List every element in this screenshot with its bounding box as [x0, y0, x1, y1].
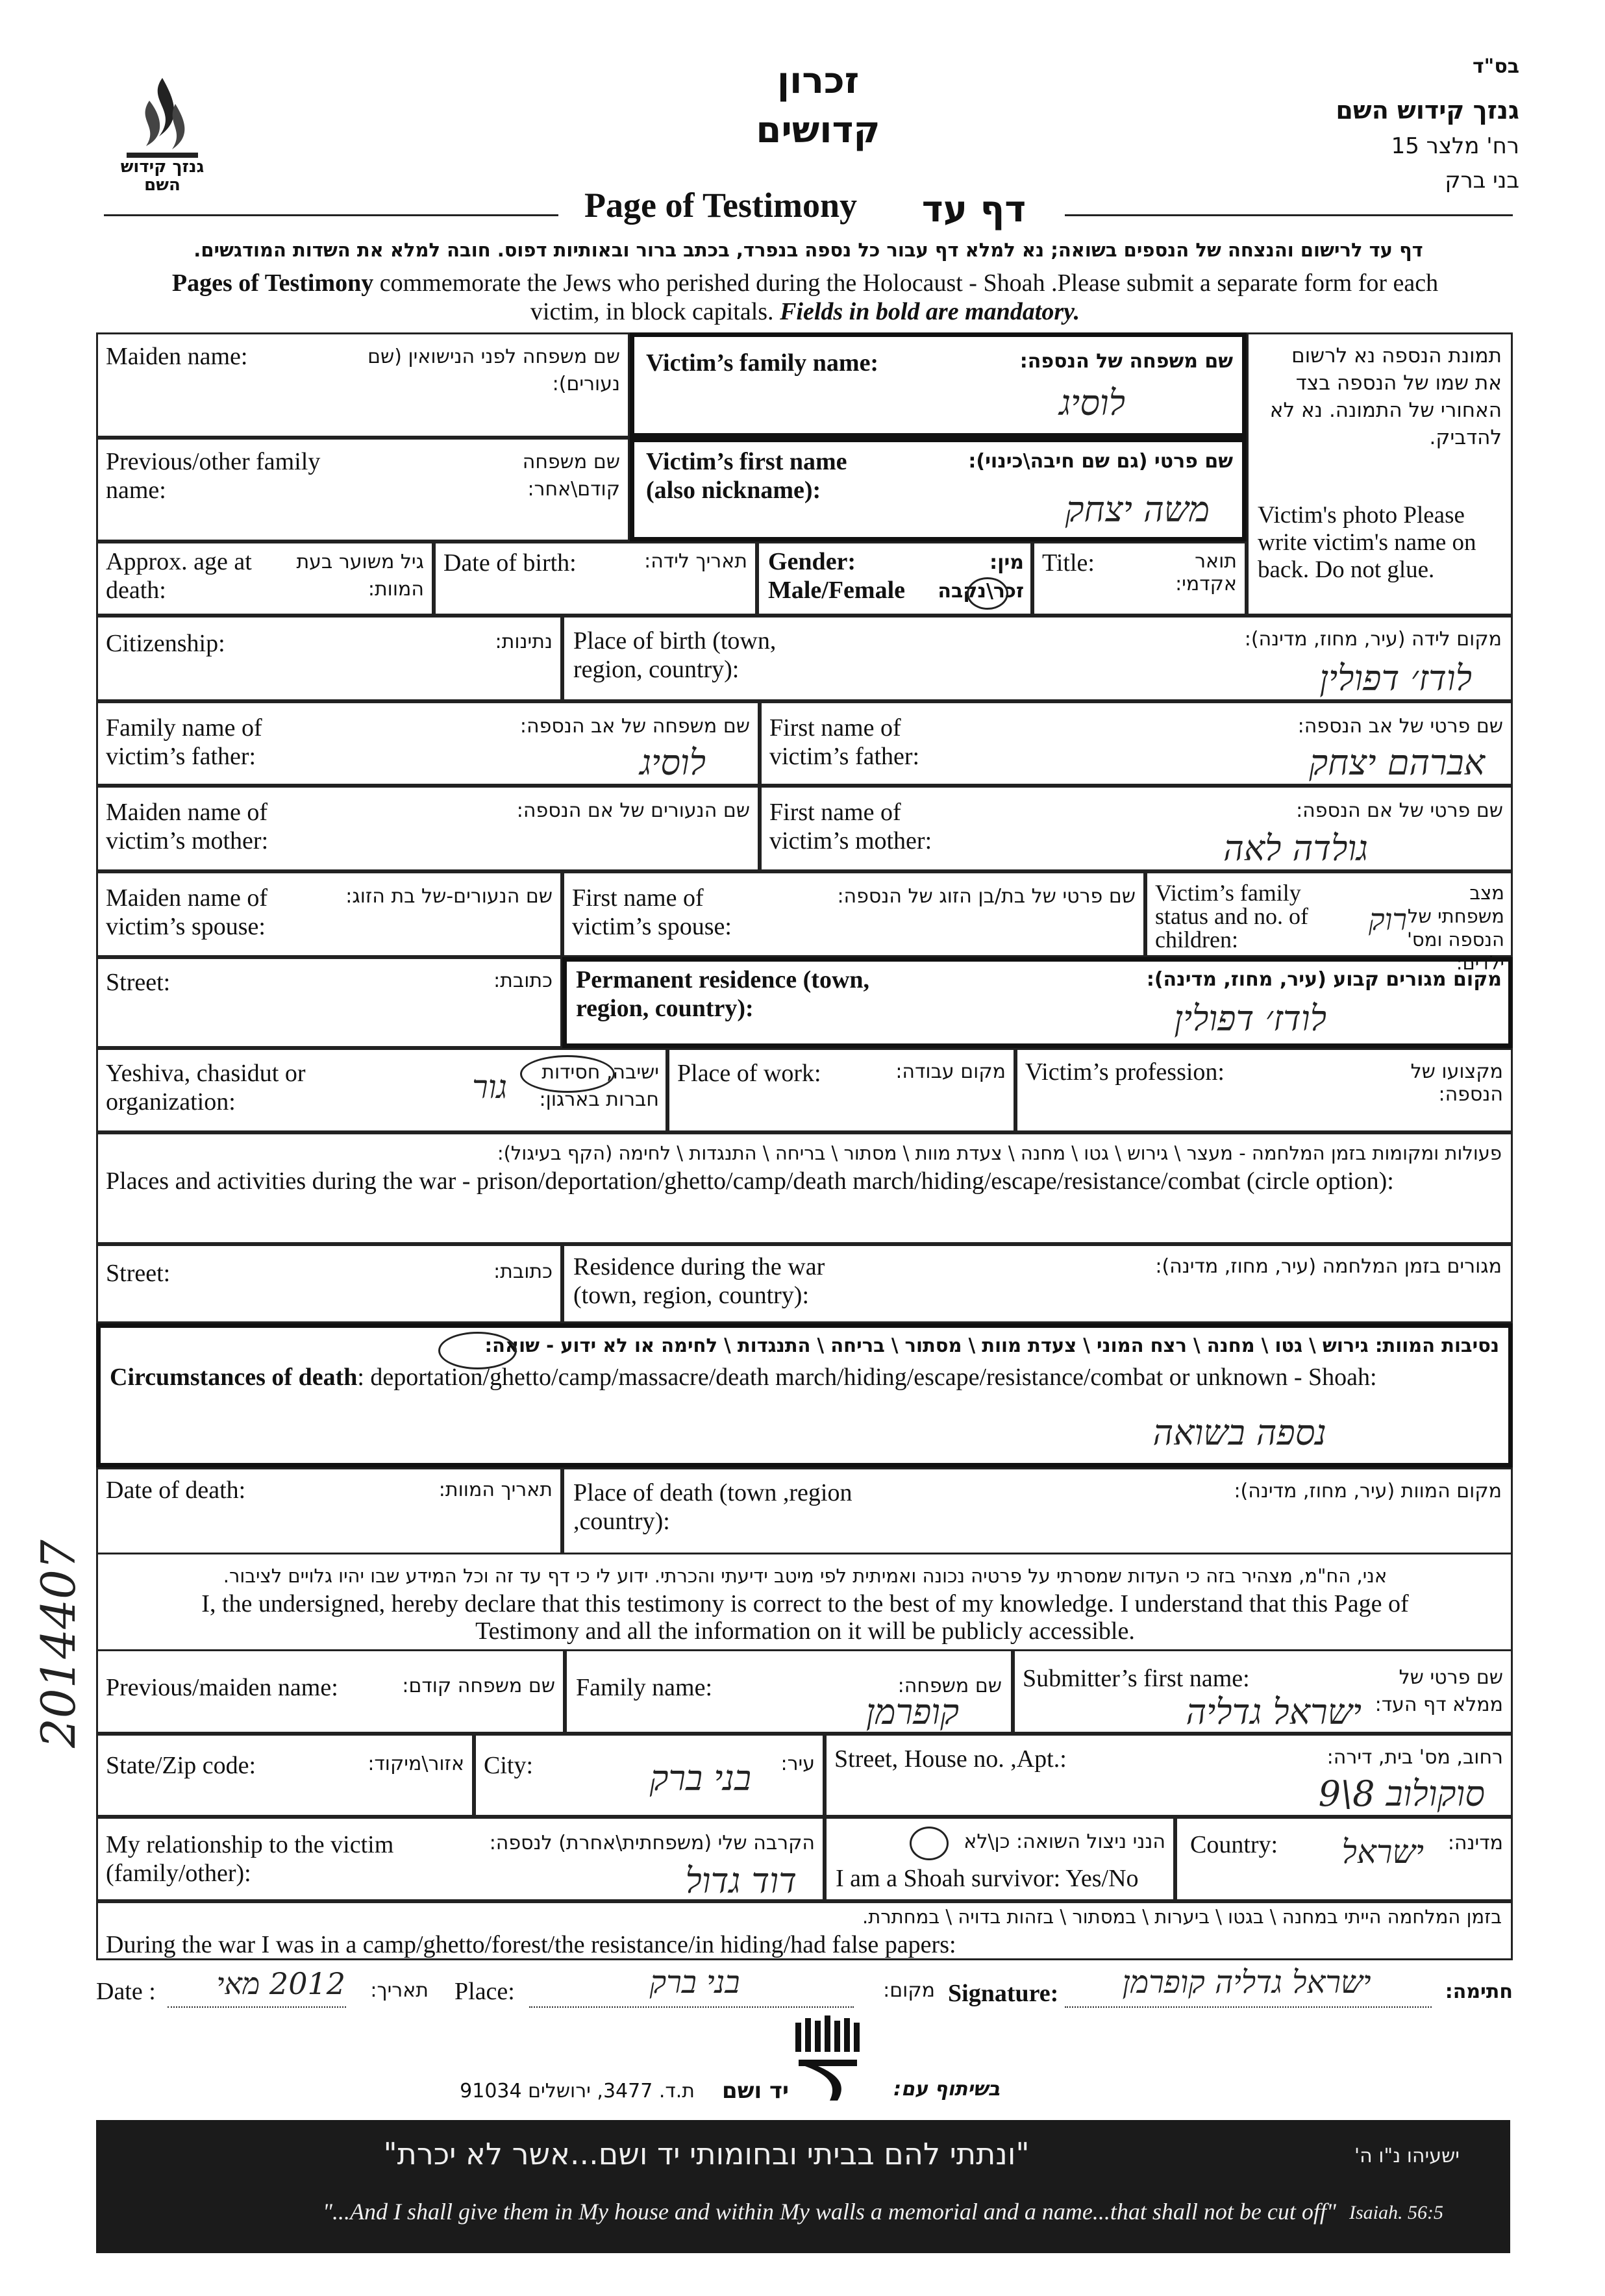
- city-label-he: עיר:: [780, 1753, 815, 1775]
- wartime-places-field[interactable]: [96, 1132, 1513, 1244]
- submitter-street-label: Street, House no. ,Apt.:: [834, 1745, 1067, 1773]
- title-field[interactable]: [1032, 542, 1247, 616]
- pod-label: Place of death (town ,region ,country):: [573, 1479, 852, 1535]
- war-residence-field[interactable]: [562, 1244, 1513, 1323]
- zip-label: State/Zip code:: [106, 1752, 256, 1779]
- father-family-name-field[interactable]: [96, 701, 760, 786]
- citizenship-field[interactable]: [96, 616, 562, 701]
- title-english: Page of Testimony: [584, 186, 857, 225]
- victim-family-name-label: Victim’s family name:: [646, 349, 879, 377]
- previous-family-name-label: Previous/other family name:: [106, 448, 321, 504]
- gender-label: Gender: Male/Female: [768, 548, 906, 604]
- spouse-maiden-name-field[interactable]: [96, 871, 562, 957]
- mother-first-name-field[interactable]: [760, 786, 1513, 871]
- war-street-label: Street:: [106, 1260, 171, 1287]
- residence-label-he: מקום מגורים קבוע (עיר, מחוז, מדינה):: [1146, 968, 1502, 991]
- victim-family-name-field[interactable]: [630, 332, 1247, 438]
- logo-text: גנזך קידוש השם: [120, 157, 205, 195]
- maiden-name-label: Maiden name:: [106, 343, 248, 370]
- street-label-he: כתובת:: [493, 969, 553, 992]
- mother-first-label: First name of victim’s mother:: [769, 799, 932, 855]
- survivor-no-circle: [910, 1827, 949, 1860]
- submitter-first-value: ישראל גדליה: [1186, 1691, 1362, 1732]
- gender-label-he: מין: זכר\נקבה: [938, 551, 1024, 603]
- signature-label-he: חתימה:: [1445, 1980, 1513, 2003]
- mother-first-value: גולדה לאה: [1223, 828, 1368, 869]
- age-label: Approx. age at death:: [106, 548, 252, 604]
- survivor-label-he: הנני ניצול השואה: כן\לא: [964, 1830, 1165, 1853]
- header-bsd: בס"ד: [1473, 55, 1519, 78]
- victim-photo-box[interactable]: [1247, 332, 1513, 616]
- wartime-places-label-he: פעולות ומקומות בזמן המלחמה - מעצר \ גירוש \ גטו \ מחנה \ צעדת מוות \ מסתור \ בריחה \ התנגדות \ לחימה (הקף בעיגול):: [497, 1142, 1502, 1164]
- wartime-places-label: Places and activities during the war - prison/deportation/ghetto/camp/death march/hiding/escape/resistance/combat (circle option):: [106, 1167, 1394, 1195]
- yeshiva-label: Yeshiva, chasidut or organization:: [106, 1060, 306, 1116]
- dod-label: Date of death:: [106, 1477, 246, 1504]
- submitter-family-label-he: שם משפחה:: [897, 1675, 1002, 1697]
- citizenship-label: Citizenship:: [106, 630, 225, 657]
- profession-label: Victim’s profession:: [1025, 1058, 1225, 1086]
- father-first-label-he: שם פרטי של אב הנספה:: [1297, 715, 1503, 738]
- profession-field[interactable]: [1015, 1048, 1513, 1132]
- father-first-name-field[interactable]: [760, 701, 1513, 786]
- country-label-he: מדינה:: [1447, 1832, 1503, 1854]
- place-value: בני ברק: [649, 1964, 740, 2001]
- date-label: Date :: [96, 1978, 156, 2005]
- circumstances-label: [110, 1363, 1506, 1391]
- circumstances-options: : deportation/ghetto/camp/massacre/death march/hiding/escape/resistance/combat or unknown - Shoah:: [357, 1364, 1377, 1391]
- war-street-field[interactable]: [96, 1244, 562, 1323]
- relationship-field[interactable]: [96, 1817, 825, 1901]
- date-underline: [168, 2006, 346, 2009]
- submitter-family-name-field[interactable]: [565, 1649, 1013, 1734]
- circumstances-label-he: נסיבות המוות: גירוש \ גטו \ מחנה \ רצח המוני \ צעדת מוות \ מסתור \ בריחה \ התנגדות \ לחימה או לא ידוע - שואה:: [484, 1334, 1499, 1356]
- mother-first-label-he: שם פרטי של אם הנספה:: [1296, 799, 1503, 822]
- submitter-family-label: Family name:: [576, 1674, 713, 1701]
- yad-vashem-logo: [792, 2013, 877, 2104]
- title-hebrew-top: זכרון: [777, 60, 860, 102]
- war-street-label-he: כתובת:: [493, 1260, 553, 1283]
- declaration-en-2: Testimony and all the information on it will be publicly accessible.: [475, 1617, 1135, 1645]
- yeshiva-label-he: ישיבה, חסידות חברות בארגון:: [539, 1061, 659, 1111]
- title-rule-left: [104, 214, 558, 216]
- photo-instructions-he: תמונת הנספה נא לרשום את שמו של הנספה בצד האחורי של התמונה. נא לא להדביק.: [1269, 344, 1502, 449]
- yeshiva-value: גור: [472, 1068, 507, 1106]
- street-label: Street:: [106, 969, 171, 996]
- intro-hebrew: דף עד לרישום והנצחה של הנספים בשואה; נא למלא דף עבור כל נספה בנפרד, בכתב ברור ובאותיות דפוס. חובה למלא את השדות המודגשים.: [193, 239, 1423, 261]
- chasidut-circle: [520, 1055, 615, 1093]
- father-first-label: First name of victim’s father:: [769, 714, 920, 770]
- previous-family-name-field[interactable]: [96, 438, 630, 542]
- submitter-street-field[interactable]: [825, 1734, 1513, 1817]
- residence-label: Permanent residence (town, region, country):: [576, 966, 870, 1022]
- title-hebrew-main: דף עד: [921, 188, 1026, 231]
- submitter-first-name-field[interactable]: [1013, 1649, 1513, 1734]
- intro-english: [97, 269, 1513, 297]
- work-label-he: מקום עבודה:: [895, 1060, 1006, 1083]
- pob-label-he: מקום לידה (עיר, מחוז, מדינה):: [1244, 628, 1502, 651]
- yad-vashem-address: ת.ד. 3477, ירושלים 91034: [460, 2080, 695, 2103]
- place-label: Place:: [454, 1978, 515, 2005]
- pob-label: Place of birth (town, region, country):: [573, 627, 777, 683]
- intro-english-2: [97, 297, 1513, 326]
- date-of-birth-field[interactable]: [434, 542, 757, 616]
- dod-label-he: תאריך המוות:: [438, 1479, 553, 1501]
- work-label: Place of work:: [677, 1060, 821, 1087]
- residence-value: לודז׳ דפולין: [1174, 998, 1326, 1039]
- date-value: 2012 מאי: [216, 1966, 345, 2001]
- submitter-prev-label-he: שם משפחה קודם:: [402, 1675, 555, 1697]
- pod-label-he: מקום המוות (עיר, מחוז, מדינה):: [1234, 1480, 1502, 1503]
- submitter-first-label-he: שם פרטי של ממלא דף העד:: [1375, 1666, 1503, 1716]
- gender-field[interactable]: [757, 542, 1032, 616]
- date-label-he: תאריך:: [370, 1979, 429, 2002]
- signature-label: Signature:: [948, 1980, 1059, 2007]
- victim-first-name-label-he: שם פרטי (גם שם חיבה\כינוי):: [968, 450, 1233, 473]
- submitter-previous-name-field[interactable]: [96, 1649, 565, 1734]
- father-family-value: לוסיג: [640, 742, 706, 783]
- war-residence-label: Residence during the war (town, region, country):: [573, 1253, 825, 1309]
- zip-label-he: אזור\מיקוד:: [367, 1753, 464, 1775]
- submitter-prev-label: Previous/maiden name:: [106, 1674, 338, 1701]
- unknown-shoah-circle: [438, 1332, 517, 1369]
- photo-instructions-en: Victim's photo Please write victim's name on back. Do not glue.: [1258, 502, 1476, 583]
- age-at-death-field[interactable]: [96, 542, 434, 616]
- spouse-first-label-he: שם פרטי של בת/בן הזוג של הנספה:: [837, 885, 1136, 908]
- spouse-first-name-field[interactable]: [562, 871, 1145, 957]
- country-value: ישראל: [1341, 1833, 1424, 1871]
- mother-maiden-label-he: שם הנעורים של אם הנספה:: [516, 799, 750, 822]
- war-experience-field[interactable]: [96, 1901, 1513, 1960]
- banner-source-he: ישעיהו נ"ו ה': [1354, 2145, 1460, 2167]
- victim-family-name-value: לוסיג: [1059, 382, 1125, 423]
- family-status-field[interactable]: [1145, 871, 1513, 974]
- place-of-birth-field[interactable]: [562, 616, 1513, 701]
- banner-quote-he: "ונתתי להם בביתי ובחומותי יד ושם...אשר לא יכרת": [383, 2136, 1030, 2171]
- declaration-en-1: I, the undersigned, hereby declare that this testimony is correct to the best of my knowledge. I understand that this Page of: [201, 1590, 1409, 1617]
- relationship-label: My relationship to the victim (family/other):: [106, 1831, 394, 1887]
- yad-vashem-icon: [792, 2013, 877, 2104]
- intro-mandatory: Fields in bold are mandatory.: [780, 298, 1080, 325]
- survivor-label: I am a Shoah survivor: Yes/No: [836, 1865, 1139, 1892]
- intro-line-2: victim, in block capitals.: [530, 298, 780, 325]
- org-name: גנזך קידוש השם: [1336, 96, 1519, 125]
- circumstances-bold: Circumstances of death: [110, 1364, 358, 1391]
- signature-underline: [1065, 2006, 1432, 2009]
- dob-label-he: תאריך לידה:: [644, 550, 747, 573]
- street-field[interactable]: [96, 957, 562, 1048]
- submitter-street-label-he: רחוב, מס' בית, דירה:: [1326, 1746, 1503, 1769]
- banner-quote-en: "...And I shall give them in My house and within My walls a memorial and a name...that shall not be cut off": [322, 2199, 1336, 2225]
- quote-banner: [96, 2120, 1510, 2253]
- banner-source-en: Isaiah. 56:5: [1349, 2202, 1443, 2223]
- citizenship-label-he: נתינות:: [495, 630, 553, 653]
- yeshiva-field[interactable]: [96, 1048, 667, 1132]
- intro-line-1: commemorate the Jews who perished during the Holocaust - Shoah .Please submit a separate form for each: [373, 269, 1439, 297]
- title-hebrew-bottom: קדושים: [756, 109, 880, 151]
- victim-family-name-label-he: שם משפחה של הנספה:: [1019, 350, 1233, 373]
- age-label-he: גיל משוער בעת המוות:: [296, 551, 424, 601]
- profession-label-he: מקצועו של הנספה:: [1410, 1060, 1503, 1106]
- place-label-he: מקום:: [883, 1979, 935, 2002]
- title-label: Title:: [1042, 549, 1095, 577]
- place-of-work-field[interactable]: [667, 1048, 1015, 1132]
- pob-value: לודז׳ דפולין: [1319, 658, 1472, 699]
- dob-label: Date of birth:: [443, 549, 577, 577]
- submitter-family-value: קופרמן: [865, 1691, 959, 1732]
- gender-male-circle: [967, 577, 1008, 610]
- city-value: בני ברק: [649, 1758, 751, 1799]
- permanent-residence-field[interactable]: [562, 957, 1513, 1048]
- city-field[interactable]: [474, 1734, 825, 1817]
- submitter-street-value: סוקולוב 8\9: [1318, 1773, 1485, 1814]
- side-stamp-number: 2014407: [31, 1540, 86, 1748]
- victim-first-name-label: Victim’s first name (also nickname):: [646, 448, 847, 504]
- partnership-label: בשיתוף עם:: [893, 2078, 1000, 2101]
- org-street: רח' מלצר 15: [1391, 133, 1519, 159]
- previous-family-name-label-he: שם משפחה קודם\אחר:: [522, 451, 620, 501]
- relationship-value: דוד גדול: [685, 1860, 797, 1901]
- father-first-value: אברהם יצחק: [1309, 742, 1485, 783]
- title-label-he: תואר אקדמי:: [1175, 550, 1237, 595]
- spouse-maiden-label: Maiden name of victim’s spouse:: [106, 884, 268, 940]
- family-status-value: רוק: [1369, 902, 1407, 937]
- father-family-label: Family name of victim’s father:: [106, 714, 262, 770]
- place-underline: [529, 2006, 854, 2009]
- intro-bold: Pages of Testimony: [171, 269, 374, 297]
- org-logo: [120, 75, 205, 195]
- father-family-label-he: שם משפחה של אב הנספה:: [519, 715, 750, 738]
- maiden-name-field[interactable]: [96, 332, 630, 438]
- place-of-death-field[interactable]: [562, 1467, 1513, 1554]
- relationship-label-he: הקרבה שלי (משפחתית\אחרת) לנספה:: [489, 1832, 815, 1854]
- country-label: Country:: [1190, 1831, 1278, 1858]
- mother-maiden-name-field[interactable]: [96, 786, 760, 871]
- city-label: City:: [484, 1752, 534, 1779]
- family-status-label-he: מצב משפחתי של הנספה ומס' ילדים:: [1406, 882, 1504, 974]
- mother-maiden-label: Maiden name of victim’s mother:: [106, 799, 269, 855]
- yad-vashem-name: יד ושם: [722, 2078, 789, 2104]
- maiden-name-label-he: שם משפחה לפני הנישואין (שם נעורים):: [367, 345, 620, 395]
- circumstances-of-death-field[interactable]: [96, 1323, 1513, 1467]
- submitter-first-label: Submitter’s first name:: [1023, 1665, 1250, 1692]
- victim-first-name-value: משה יצחק: [1065, 489, 1210, 530]
- title-rule-right: [1065, 214, 1513, 216]
- circumstances-value: נספה בשואה: [1152, 1412, 1326, 1453]
- country-field[interactable]: [1175, 1817, 1513, 1901]
- zip-code-field[interactable]: [96, 1734, 474, 1817]
- war-residence-label-he: מגורים בזמן המלחמה (עיר, מחוז, מדינה):: [1155, 1255, 1502, 1278]
- family-status-label: Victim’s family status and no. of children:: [1155, 880, 1308, 953]
- spouse-maiden-label-he: שם הנעורים-של בת הזוג:: [345, 885, 553, 908]
- war-experience-label: During the war I was in a camp/ghetto/forest/the resistance/in hiding/had false papers:: [106, 1931, 956, 1958]
- war-experience-label-he: בזמן המלחמה הייתי במחנה \ בגטו \ ביערות \ במסתור \ בזהות בדויה \ במחתרת.: [862, 1906, 1502, 1928]
- victim-first-name-field[interactable]: [630, 438, 1247, 542]
- signature-value: ישראל גדליה קופרמן: [1122, 1964, 1371, 2001]
- date-of-death-field[interactable]: [96, 1467, 562, 1554]
- org-city: בני ברק: [1445, 168, 1519, 193]
- survivor-field[interactable]: [825, 1817, 1175, 1901]
- declaration-he: אני, הח"מ, מצהיר בזה כי העדות שמסרתי על פרטיה נכונה ואמיתית לפי מיטב ידיעתי והכרתי. ידוע לי כי דף עד זה וכל המידע שבו יהיו גלויים לציבור.: [223, 1565, 1387, 1587]
- spouse-first-label: First name of victim’s spouse:: [572, 884, 732, 940]
